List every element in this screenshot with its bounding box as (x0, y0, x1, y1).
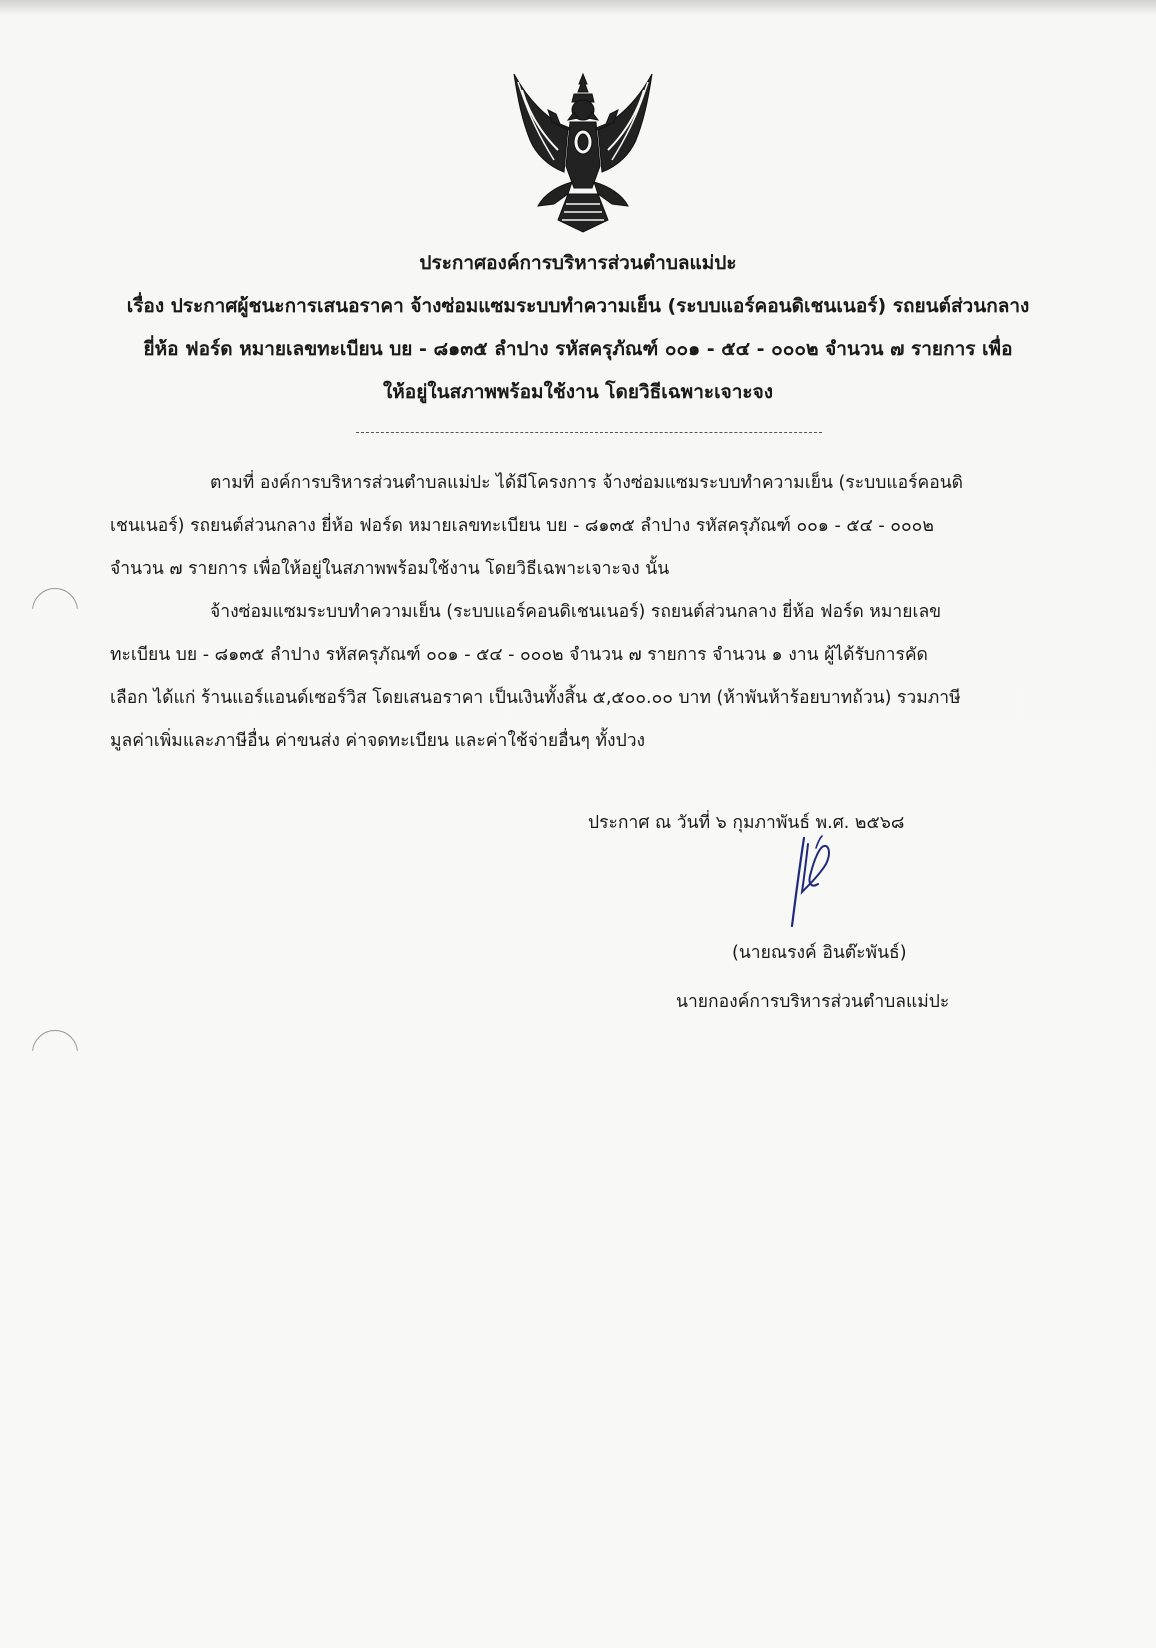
subject-line-2: ยี่ห้อ ฟอร์ด หมายเลขทะเบียน บย - ๘๑๓๕ ลำปาง รหัสครุภัณฑ์ ๐๐๑ - ๕๔ - ๐๐๐๒ จำนวน ๗ รายการ เพื่อ (143, 338, 1013, 360)
punch-hole-mark (32, 1030, 78, 1076)
paragraph-1-line-1: ตามที่ องค์การบริหารส่วนตำบลแม่ปะ ได้มีโครงการ จ้างซ่อมแซมระบบทำความเย็น (ระบบแอร์คอนดิ (210, 473, 964, 493)
signer-name: (นายณรงค์ อินต๊ะพันธ์) (732, 943, 907, 963)
signer-position: นายกองค์การบริหารส่วนตำบลแม่ปะ (676, 992, 950, 1012)
garuda-emblem-icon (508, 70, 658, 236)
punch-hole-mark (32, 588, 78, 634)
header-separator (356, 432, 822, 433)
subject-line-3: ให้อยู่ในสภาพพร้อมใช้งาน โดยวิธีเฉพาะเจาะจง (382, 381, 773, 403)
paragraph-2-line-4: มูลค่าเพิ่มและภาษีอื่น ค่าขนส่ง ค่าจดทะเบียน และค่าใช้จ่ายอื่นๆ ทั้งปวง (110, 731, 646, 751)
subject-line-1: เรื่อง ประกาศผู้ชนะการเสนอราคา จ้างซ่อมแซมระบบทำความเย็น (ระบบแอร์คอนดิเชนเนอร์) รถยนต์ส่วนกลาง (126, 295, 1030, 317)
handwritten-signature (786, 834, 846, 930)
announcement-date: ประกาศ ณ วันที่ ๖ กุมภาพันธ์ พ.ศ. ๒๕๖๘ (588, 813, 905, 833)
paragraph-2-line-1: จ้างซ่อมแซมระบบทำความเย็น (ระบบแอร์คอนดิเชนเนอร์) รถยนต์ส่วนกลาง ยี่ห้อ ฟอร์ด หมายเลข (210, 602, 942, 622)
paragraph-1-line-3: จำนวน ๗ รายการ เพื่อให้อยู่ในสภาพพร้อมใช้งาน โดยวิธีเฉพาะเจาะจง นั้น (110, 559, 670, 579)
paragraph-2-line-2: ทะเบียน บย - ๘๑๓๕ ลำปาง รหัสครุภัณฑ์ ๐๐๑ - ๕๔ - ๐๐๐๒ จำนวน ๗ รายการ จำนวน ๑ งาน ผู้ได้รับการคัด (110, 645, 928, 665)
scan-edge-shadow (0, 0, 1156, 14)
paragraph-2-line-3: เลือก ได้แก่ ร้านแอร์แอนด์เซอร์วิส โดยเสนอราคา เป็นเงินทั้งสิ้น ๕,๕๐๐.๐๐ บาท (ห้าพันห้าร้อยบาทถ้วน) รวมภาษี (110, 688, 961, 708)
org-title: ประกาศองค์การบริหารส่วนตำบลแม่ปะ (419, 252, 737, 274)
paragraph-1-line-2: เชนเนอร์) รถยนต์ส่วนกลาง ยี่ห้อ ฟอร์ด หมายเลขทะเบียน บย - ๘๑๓๕ ลำปาง รหัสครุภัณฑ์ ๐๐๑ - ๕๔ - ๐๐๐๒ (110, 516, 934, 536)
